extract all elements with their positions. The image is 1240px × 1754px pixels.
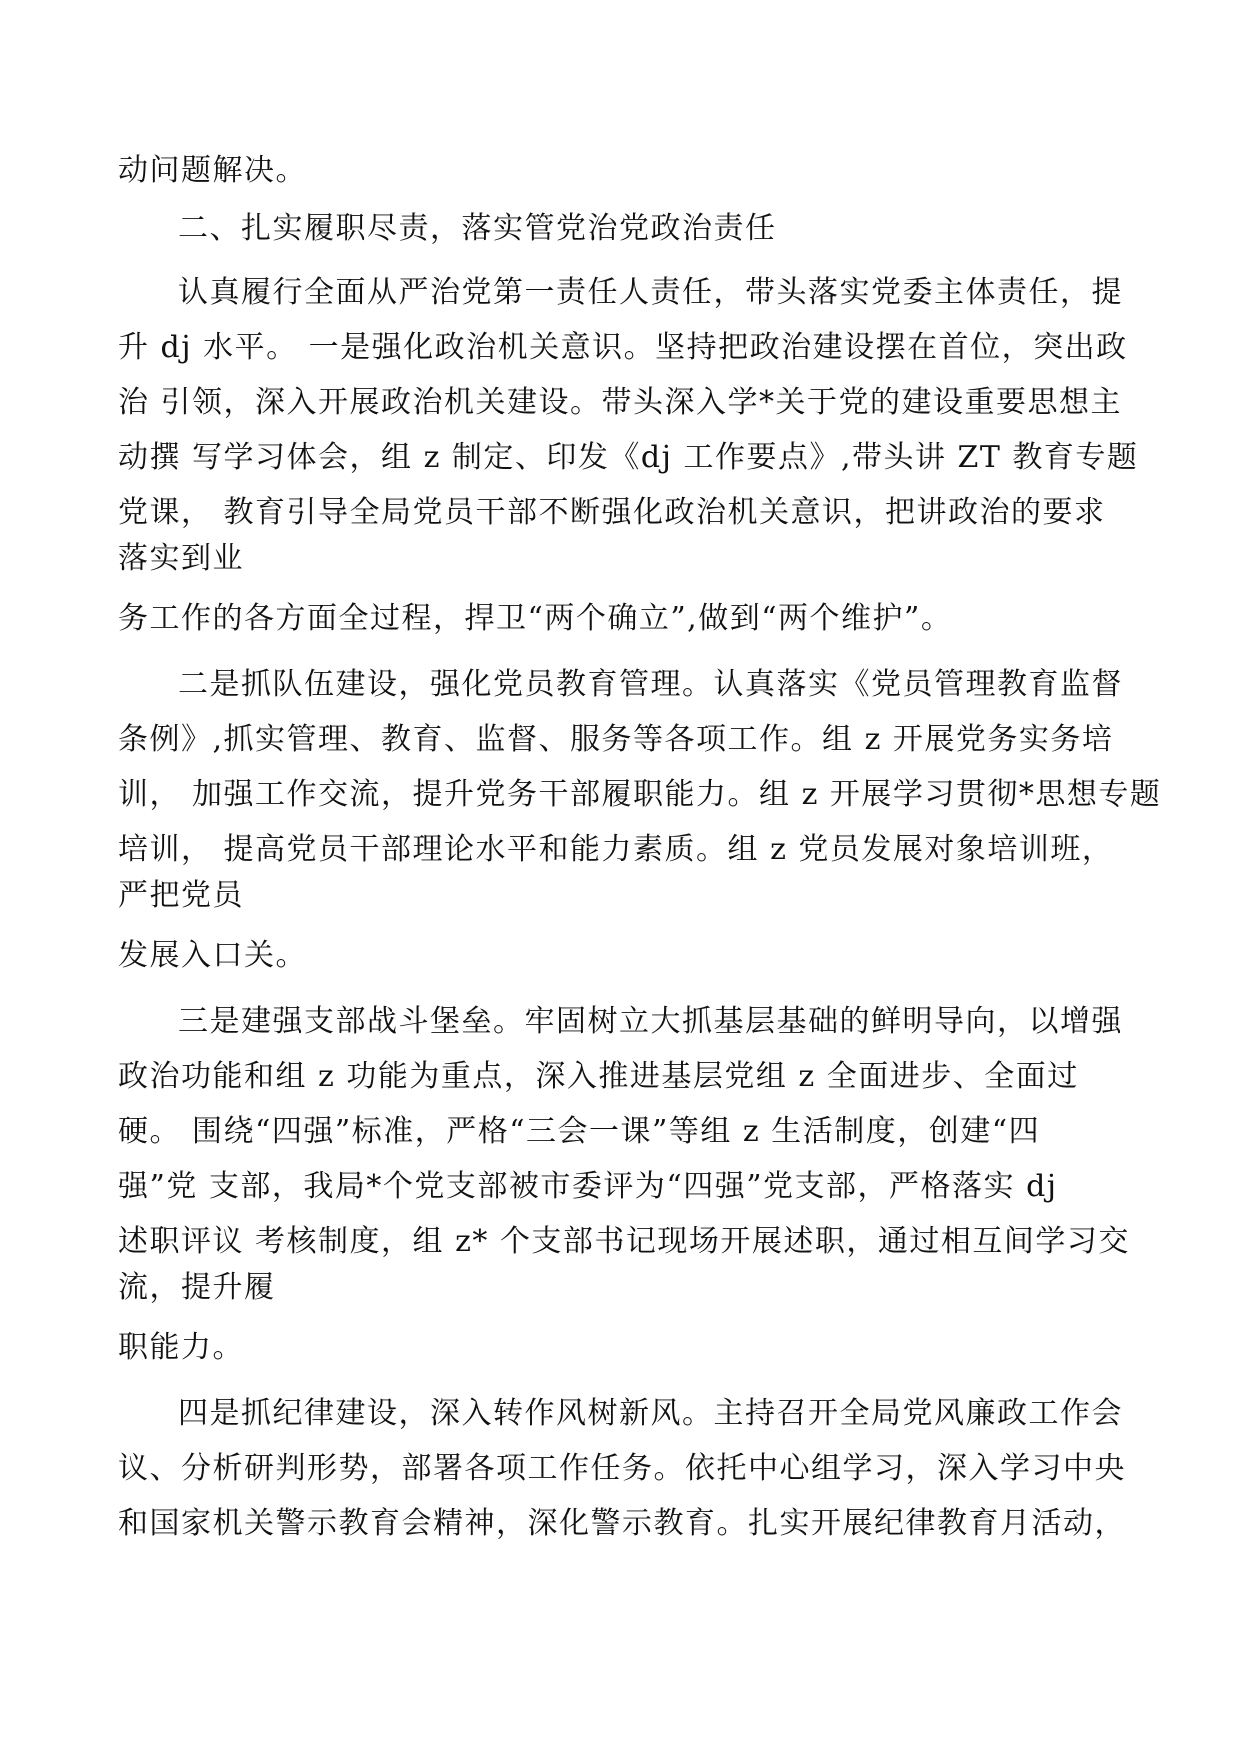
paragraph-line: 发展入口关。: [118, 938, 307, 973]
paragraph-line: 培训， 提高党员干部理论水平和能力素质。组 z 党员发展对象培训班，: [118, 832, 1114, 867]
paragraph-line: 硬。 围绕“四强”标准，严格“三会一课”等组 z 生活制度，创建“四: [118, 1114, 1041, 1149]
paragraph-line: 述职评议 考核制度，组 z* 个支部书记现场开展述职，通过相互间学习交: [118, 1224, 1130, 1259]
paragraph-line: 治 引领，深入开展政治机关建设。带头深入学*关于党的建设重要思想主: [118, 385, 1123, 420]
paragraph-line: 落实到业: [118, 541, 244, 576]
paragraph-line: 严把党员: [118, 878, 244, 913]
paragraph-line: 政治功能和组 z 功能为重点，深入推进基层党组 z 全面进步、全面过: [118, 1059, 1079, 1094]
paragraph-line: 党课， 教育引导全局党员干部不断强化政治机关意识，把讲政治的要求: [118, 495, 1106, 530]
paragraph-line: 三是建强支部战斗堡垒。牢固树立大抓基层基础的鲜明导向，以增强: [178, 1004, 1123, 1039]
paragraph-line: 流，提升履: [118, 1270, 276, 1305]
paragraph-line: 和国家机关警示教育会精神，深化警示教育。扎实开展纪律教育月活动，: [118, 1506, 1126, 1541]
paragraph-line: 认真履行全面从严治党第一责任人责任，带头落实党委主体责任，提: [178, 275, 1123, 310]
body-text-line: 动问题解决。: [118, 153, 307, 188]
paragraph-line: 升 dj 水平。 一是强化政治机关意识。坚持把政治建设摆在首位，突出政: [118, 330, 1128, 365]
paragraph-line: 训， 加强工作交流，提升党务干部履职能力。组 z 开展学习贯彻*思想专题: [118, 777, 1162, 812]
paragraph-line: 四是抓纪律建设，深入转作风树新风。主持召开全局党风廉政工作会: [178, 1396, 1123, 1431]
paragraph-line: 二是抓队伍建设，强化党员教育管理。认真落实《党员管理教育监督: [178, 667, 1123, 702]
paragraph-line: 职能力。: [118, 1330, 244, 1365]
paragraph-line: 条例》,抓实管理、教育、监督、服务等各项工作。组 z 开展党务实务培: [118, 722, 1114, 757]
paragraph-line: 强”党 支部，我局*个党支部被市委评为“四强”党支部，严格落实 dj: [118, 1169, 1058, 1204]
paragraph-line: 动撰 写学习体会，组 z 制定、印发《dj 工作要点》,带头讲 ZT 教育专题: [118, 440, 1139, 475]
paragraph-line: 议、分析研判形势，部署各项工作任务。依托中心组学习，深入学习中央: [118, 1451, 1126, 1486]
paragraph-line: 务工作的各方面全过程，捍卫“两个确立”,做到“两个维护”。: [118, 601, 953, 636]
section-heading: 二、扎实履职尽责，落实管党治党政治责任: [178, 211, 777, 246]
